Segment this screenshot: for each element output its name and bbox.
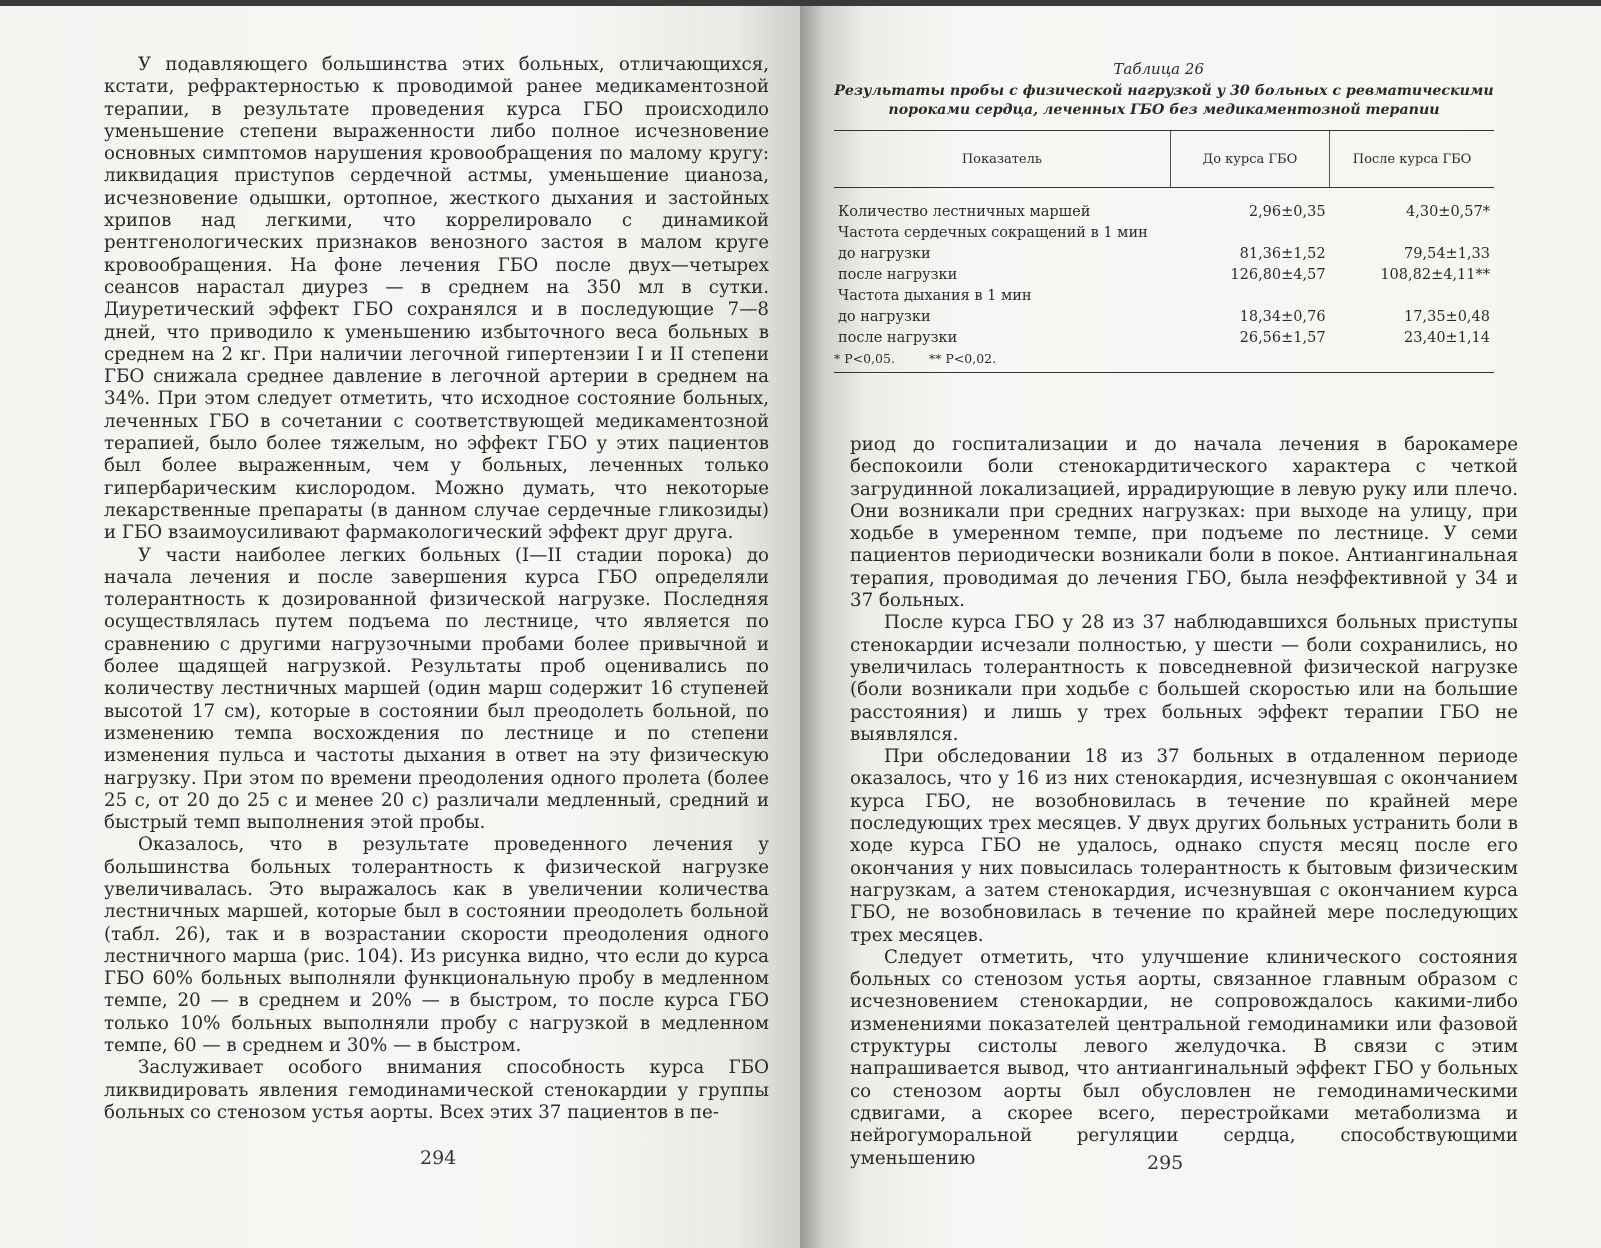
row-label: Частота дыхания в 1 мин bbox=[838, 287, 1032, 304]
table-title: Результаты пробы с физической нагрузкой у 30 больных с ревматическими пороками сердца, леченных ГБО без медикаментозной терапии bbox=[834, 83, 1494, 118]
before-value bbox=[1170, 222, 1329, 243]
footnote: * P<0,05. bbox=[834, 351, 895, 366]
row-label: после нагрузки bbox=[838, 329, 958, 346]
after-value bbox=[1330, 222, 1494, 243]
row-label: до нагрузки bbox=[838, 308, 931, 325]
after-value bbox=[1330, 285, 1494, 306]
paragraph: У части наиболее легких больных (I—II стадии порока) до начала лечения и после завершения курса ГБО определяли толерантность к дозированной физической нагрузке. Последняя осуществлялась путем подъема по лестнице, что является по сравнению с другими нагрузочными пробами более привычной и более щадящей нагрузкой. Результаты проб оценивались по количеству лестничных маршей (один марш содержит 16 ступеней высотой 17 см), которые в состоянии был преодолеть больной, по изменению темпа восхождения по лестнице и по степени изменения пульса и частоты дыхания в ответ на эту физическую нагрузку. При этом по времени преодоления одного пролета (более 25 с, от 20 до 25 с и менее 20 с) различали медленный, средний и быстрый темп выполнения этой пробы. bbox=[104, 544, 769, 834]
before-value: 18,34±0,76 bbox=[1239, 308, 1326, 325]
paragraph: После курса ГБО у 28 из 37 наблюдавшихся больных приступы стенокардии исчезали полностью, у шести — боли сохранились, но увеличилась толерантность к повседневной физической нагрузке (боли возникали при ходьбе с большей скоростью или на большие расстояния) и лишь у трех больных эффект терапии ГБО не выявлялся. bbox=[850, 612, 1518, 745]
table-26 bbox=[834, 60, 1494, 373]
table-row bbox=[834, 188, 1494, 223]
page-number-left: 294 bbox=[420, 1147, 457, 1169]
table-footnotes bbox=[834, 351, 1494, 373]
row-label: после нагрузки bbox=[838, 266, 958, 283]
left-page bbox=[0, 0, 800, 1248]
row-label: Частота сердечных сокращений в 1 мин bbox=[838, 224, 1148, 241]
after-value: 4,30±0,57* bbox=[1406, 203, 1490, 220]
table-row bbox=[834, 306, 1494, 327]
page-number-right: 295 bbox=[1147, 1152, 1184, 1174]
after-value: 79,54±1,33 bbox=[1404, 245, 1490, 262]
paragraph: риод до госпитализации и до начала лечения в барокамере беспокоили боли стенокардитического характера с четкой загрудинной локализацией, иррадирующие в левую руку или плечо. Они возникали при средних нагрузках: при выходе на улицу, при ходьбе в умеренном темпе, при подъеме по лестнице. У семи пациентов периодически возникали боли в покое. Антиангинальная терапия, проводимая до лечения ГБО, была неэффективной у 34 и 37 больных. bbox=[850, 434, 1518, 612]
paragraph: Заслуживает особого внимания способность курса ГБО ликвидировать явления гемодинамической стенокардии у группы больных со стенозом устья аорты. Всех этих 37 пациентов в пе- bbox=[104, 1057, 769, 1123]
table-header-row bbox=[834, 131, 1494, 188]
left-page-text bbox=[104, 54, 769, 1124]
table-caption: Таблица 26 bbox=[1113, 60, 1204, 78]
after-value: 108,82±4,11** bbox=[1380, 266, 1490, 283]
before-value bbox=[1170, 285, 1329, 306]
results-table bbox=[834, 130, 1494, 348]
paragraph: Следует отметить, что улучшение клинического состояния больных со стенозом устья аорты, связанное главным образом с исчезновением стенокардии, не сопровождалось какими-либо изменениями показателей центральной гемодинамики или фазовой структуры систолы левого желудочка. В связи с этим напрашивается вывод, что антиангинальный эффект ГБО у больных со стенозом аорты был обусловлен не гемодинамическими сдвигами, а скорее всего, перестройками метаболизма и нейрогуморальной регуляции сердца, способствующими уменьшению bbox=[850, 946, 1518, 1169]
column-header: Показатель bbox=[834, 131, 1170, 188]
after-value: 23,40±1,14 bbox=[1404, 329, 1490, 346]
row-label: Количество лестничных маршей bbox=[838, 203, 1091, 220]
paragraph: Оказалось, что в результате проведенного лечения у большинства больных толерантность к физической нагрузке увеличивалась. Это выражалось как в увеличении количества лестничных маршей, которые был в состоянии преодолеть больной (табл. 26), так и в возрастании скорости преодоления одного лестничного марша (рис. 104). Из рисунка видно, что если до курса ГБО 60% больных выполняли функциональную пробу в медленном темпе, 20 — в среднем и 20% — в быстром, то после курса ГБО только 10% больных выполняли пробу с нагрузкой в медленном темпе, 60 — в среднем и 30% — в быстром. bbox=[104, 834, 769, 1057]
column-header: До курса ГБО bbox=[1170, 131, 1329, 188]
footnote: ** P<0,02. bbox=[928, 351, 997, 366]
before-value: 2,96±0,35 bbox=[1248, 203, 1326, 220]
paragraph: У подавляющего большинства этих больных, отличающихся, кстати, рефрактерностью к проводимой ранее медикаментозной терапии, в результате проведения курса ГБО происходило уменьшение степени выраженности либо полное исчезновение основных симптомов нарушения кровообращения по малому кругу: ликвидация приступов сердечной астмы, уменьшение цианоза, исчезновение одышки, ортопное, жесткого дыхания и застойных хрипов над легкими, что коррелировало с динамикой рентгенологических признаков венозного застоя в малом круге кровообращения. На фоне лечения ГБО после двух—четырех сеансов нарастал диурез — в среднем на 350 мл в сутки. Диуретический эффект ГБО сохранялся и в последующие 7—8 дней, что приводило к уменьшению избыточного веса больных в среднем на 2 кг. При наличии легочной гипертензии I и II степени ГБО снижала среднее давление в легочной артерии в среднем на 34%. При этом следует отметить, что исходное состояние больных, леченных ГБО в сочетании с соответствующей медикаментозной терапией, было более тяжелым, но эффект ГБО у этих пациентов был более выраженным, чем у больных, леченных только гипербарическим кислородом. Можно думать, что некоторые лекарственные препараты (в данном случае сердечные гликозиды) и ГБО взаимоусиливают фармакологический эффект друг друга. bbox=[104, 54, 769, 544]
table-row bbox=[834, 222, 1494, 243]
table-row bbox=[834, 264, 1494, 285]
row-label: до нагрузки bbox=[838, 245, 931, 262]
column-header: После курса ГБО bbox=[1330, 131, 1494, 188]
table-row bbox=[834, 327, 1494, 348]
before-value: 81,36±1,52 bbox=[1239, 245, 1326, 262]
before-value: 126,80±4,57 bbox=[1230, 266, 1326, 283]
table-row bbox=[834, 243, 1494, 264]
right-page-text bbox=[850, 434, 1518, 1170]
paragraph: При обследовании 18 из 37 больных в отдаленном периоде оказалось, что у 16 из них стенокардия, исчезнувшая с окончанием курса ГБО, не возобновилась в течение по крайней мере последующих трех месяцев. У двух других больных устранить боли в ходе курса ГБО не удалось, однако спустя месяц после его окончания у них повысилась толерантность к бытовым физическим нагрузкам, а затем стенокардия, исчезнувшая с окончанием курса ГБО, не возобновилась в течение по крайней мере последующих трех месяцев. bbox=[850, 746, 1518, 946]
table-row bbox=[834, 285, 1494, 306]
before-value: 26,56±1,57 bbox=[1239, 329, 1326, 346]
after-value: 17,35±0,48 bbox=[1404, 308, 1490, 325]
